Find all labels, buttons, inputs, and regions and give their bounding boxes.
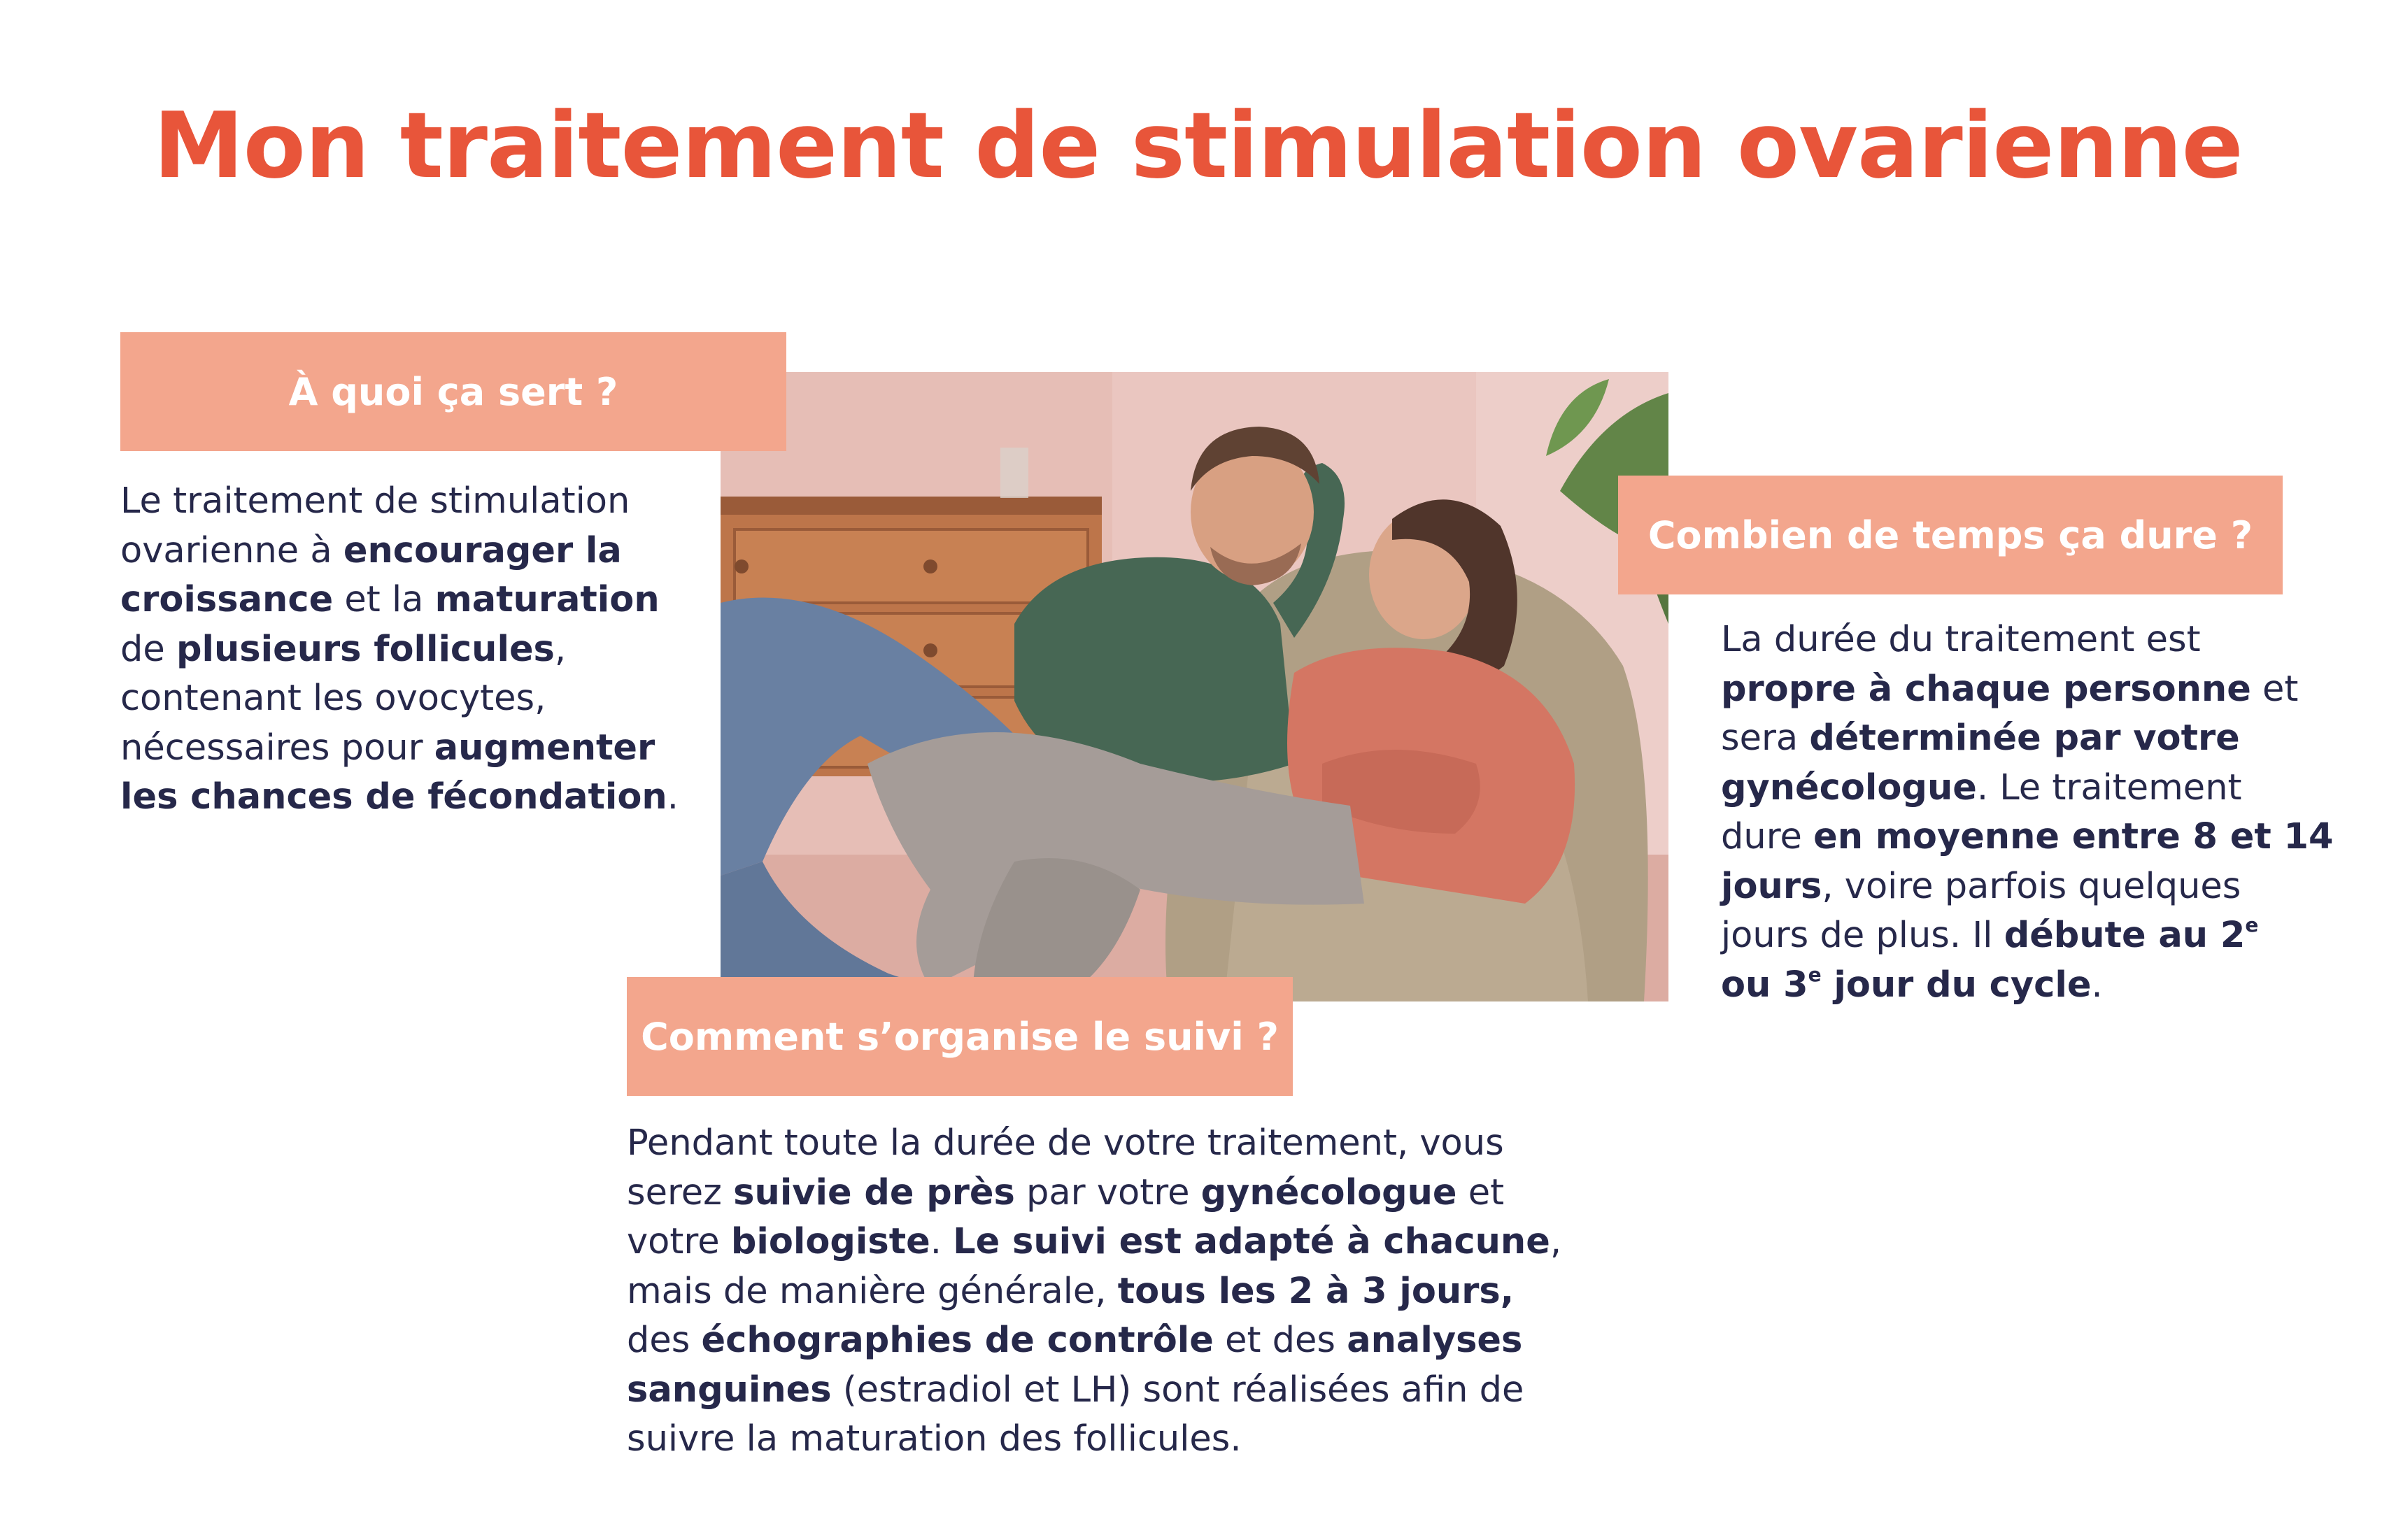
bold-run: plusieurs follicules [176,628,555,670]
bold-run: en moyenne entre 8 et 14 [1813,816,2334,857]
text-run: (estradiol et LH) sont réalisées afin de [831,1369,1524,1411]
text-run: La durée du traitement est [1721,619,2201,660]
text-line [627,1218,1627,1267]
bold-run: Le suivi est adapté à chacune [953,1221,1550,1262]
text-run: nécessaires pour [120,727,434,769]
bold-run: encourager la [343,529,622,571]
bold-run: déterminée par votre [1809,718,2240,759]
text-line [120,674,701,724]
text-run: et la [333,579,435,620]
text-line [120,625,701,675]
bold-run: croissance [120,579,334,620]
text-run: et [1456,1171,1505,1213]
text-run: de [120,628,176,670]
followup-heading-text: Comment s’organise le suivi ? [641,1014,1279,1059]
purpose-heading-text: À quoi ça sert ? [288,369,618,414]
text-run: et des [1213,1320,1347,1361]
bold-run: gynécologue [1721,767,1977,808]
text-run: . [930,1221,954,1262]
bold-run: débute au 2 [2004,915,2246,956]
text-line [120,576,701,625]
text-line [1721,764,2351,813]
text-run: , [1550,1221,1562,1262]
text-run: mais de manière générale, [627,1270,1118,1312]
text-line [1721,615,2351,665]
bold-run: suivie de près [733,1171,1015,1213]
text-run: . [2091,964,2103,1006]
text-run: et [2250,668,2299,710]
text-line [1721,714,2351,764]
bold-run: e [1808,962,1822,986]
text-line [120,773,701,822]
text-line [1721,961,2351,1011]
text-line [627,1366,1627,1416]
followup-heading [627,977,1293,1096]
text-run: ovarienne à [120,529,343,571]
text-line [627,1119,1627,1169]
followup-text [627,1119,1627,1464]
bold-run: gynécologue [1200,1171,1457,1213]
text-run: des [627,1320,702,1361]
text-run: , voire parfois quelques [1822,865,2241,907]
bold-run: échographies de contrôle [701,1320,1214,1361]
text-line [120,477,701,527]
text-line [627,1267,1627,1317]
bold-run: les chances de fécondation [120,776,667,818]
purpose-heading [120,332,786,451]
bold-run: jours [1721,865,1822,907]
text-run: suivre la maturation des follicules. [627,1418,1242,1460]
text-run: votre [627,1221,731,1262]
duration-heading [1618,476,2283,594]
text-line [1721,862,2351,912]
bold-run: propre à chaque personne [1721,668,2251,710]
purpose-text [120,477,701,822]
text-line [1721,665,2351,715]
bold-run: e [2245,913,2259,936]
text-line [1721,813,2351,862]
text-line [627,1316,1627,1366]
text-run: . [667,776,679,818]
couple-photo [721,372,1668,1001]
text-run: jours de plus. Il [1721,915,2004,956]
duration-text [1721,615,2351,1010]
text-run: . Le traitement [1976,767,2242,808]
bold-run: biologiste [730,1221,930,1262]
bold-run: augmenter [434,727,655,769]
page-title: Mon traitement de stimulation ovarienne [153,92,2243,199]
text-line [120,724,701,773]
text-run: contenant les ovocytes, [120,678,546,719]
text-line [627,1415,1627,1464]
text-run: Pendant toute la durée de votre traitement, vous [627,1122,1504,1164]
bold-run: analyses [1347,1320,1523,1361]
text-run: sera [1721,718,1810,759]
text-line [627,1169,1627,1218]
duration-heading-text: Combien de temps ça dure ? [1647,513,2253,557]
text-run: , [554,628,567,670]
text-run: dure [1721,816,1814,857]
text-run: serez [627,1171,734,1213]
text-run: Le traitement de stimulation [120,480,630,522]
bold-run: sanguines [627,1369,832,1411]
text-run: par votre [1014,1171,1201,1213]
bold-run: tous les 2 à 3 jours, [1117,1270,1515,1312]
text-line [1721,911,2351,961]
bold-run: jour du cycle [1821,964,2092,1006]
text-line [120,527,701,576]
bold-run: maturation [434,579,660,620]
bold-run: ou 3 [1721,964,1808,1006]
